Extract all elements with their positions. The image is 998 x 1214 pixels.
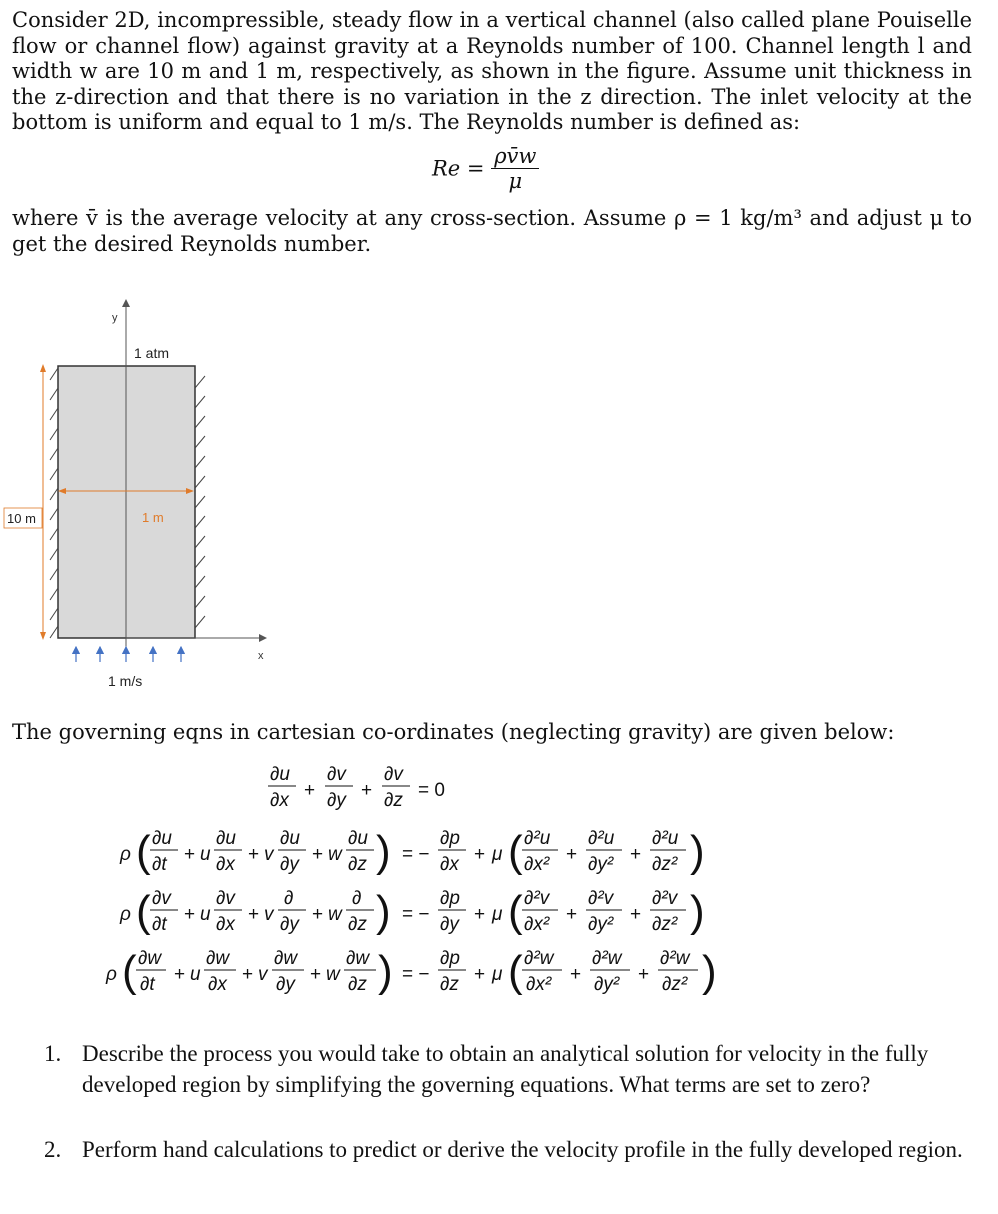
svg-text:∂z: ∂z	[384, 790, 403, 811]
svg-text:+: +	[630, 844, 642, 865]
svg-text:μ: μ	[492, 964, 503, 985]
svg-text:∂²v: ∂²v	[652, 888, 678, 909]
svg-text:∂y: ∂y	[276, 974, 295, 995]
svg-text:v: v	[264, 844, 274, 865]
y-axis-label: y	[112, 312, 118, 324]
z-momentum-equation	[105, 947, 717, 996]
svg-text:∂w: ∂w	[138, 948, 162, 969]
svg-text:(: (	[136, 887, 151, 936]
svg-text:μ: μ	[492, 844, 503, 865]
svg-text:μ: μ	[492, 904, 503, 925]
svg-text:∂z²: ∂z²	[652, 914, 678, 935]
x-axis-label: x	[258, 650, 264, 662]
question-2-text: Perform hand calculations to predict or derive the velocity profile in the fully developed region.	[82, 1137, 963, 1162]
svg-text:∂p: ∂p	[440, 888, 460, 909]
svg-text:∂x: ∂x	[216, 854, 235, 875]
svg-text:∂: ∂	[352, 888, 362, 909]
svg-text:∂x: ∂x	[216, 914, 235, 935]
outlet-pressure-label: 1 atm	[134, 345, 170, 361]
svg-text:u: u	[190, 964, 201, 985]
svg-text:∂x²: ∂x²	[524, 914, 550, 935]
reynolds-numerator: ρv̄w	[491, 144, 539, 169]
governing-equations	[100, 760, 760, 1000]
svg-text:+: +	[361, 780, 373, 801]
reynolds-lhs: Re =	[432, 156, 485, 181]
svg-text:∂t: ∂t	[152, 914, 167, 935]
svg-text:+: +	[248, 844, 260, 865]
svg-text:u: u	[200, 844, 211, 865]
svg-text:w: w	[326, 964, 340, 985]
svg-text:∂u: ∂u	[152, 828, 172, 849]
question-1	[44, 1038, 984, 1134]
svg-text:∂y²: ∂y²	[588, 854, 614, 875]
svg-text:+: +	[184, 844, 196, 865]
svg-text:+: +	[570, 964, 582, 985]
inlet-velocity-arrows	[76, 647, 181, 662]
svg-text:+: +	[566, 844, 578, 865]
svg-text:+: +	[312, 904, 324, 925]
svg-text:∂y²: ∂y²	[588, 914, 614, 935]
svg-text:∂²u: ∂²u	[588, 828, 615, 849]
governing-intro: The governing eqns in cartesian co-ordinates (neglecting gravity) are given below:	[12, 720, 895, 744]
svg-text:): )	[690, 887, 705, 936]
svg-text:∂²w: ∂²w	[524, 948, 554, 969]
svg-text:∂t: ∂t	[140, 974, 155, 995]
svg-text:+: +	[304, 780, 316, 801]
question-1-text: Describe the process you would take to obtain an analytical solution for velocity in the fully developed region by simplifying the governing equations. What terms are set to zero?	[82, 1041, 929, 1097]
svg-text:∂u: ∂u	[348, 828, 368, 849]
svg-text:∂z: ∂z	[348, 974, 367, 995]
svg-text:∂u: ∂u	[280, 828, 300, 849]
svg-text:): )	[376, 887, 391, 936]
svg-text:+: +	[174, 964, 186, 985]
svg-text:∂z: ∂z	[348, 854, 367, 875]
svg-text:∂w: ∂w	[274, 948, 298, 969]
svg-text:∂x: ∂x	[270, 790, 289, 811]
svg-text:∂z: ∂z	[348, 914, 367, 935]
svg-text:): )	[378, 947, 393, 996]
svg-text:∂y: ∂y	[280, 854, 299, 875]
width-label: 1 m	[142, 510, 164, 525]
svg-text:∂w: ∂w	[206, 948, 230, 969]
svg-text:∂u: ∂u	[270, 764, 290, 785]
problem-intro: Consider 2D, incompressible, steady flow in a vertical channel (also called plane Pouiselle flow or channel flow) against gravity at a Reynolds number of 100. Channel length l and width w are 10 m and 1 m, respectively, as shown in the figure. Assume unit thickness in the z-direction and that there is no variation in the z direction. The inlet velocity at the bottom is uniform and equal to 1 m/s. The Reynolds number is defined as:	[12, 8, 972, 135]
channel-figure	[0, 290, 300, 700]
density-note: where v̄ is the average velocity at any cross-section. Assume ρ = 1 kg/m³ and adjust μ to get the desired Reynolds number.	[12, 206, 972, 256]
svg-text:w: w	[328, 844, 342, 865]
svg-text:∂x²: ∂x²	[524, 854, 550, 875]
svg-text:∂z: ∂z	[440, 974, 459, 995]
length-label: 10 m	[7, 511, 36, 526]
inlet-velocity-label: 1 m/s	[108, 673, 143, 689]
svg-text:(: (	[122, 947, 137, 996]
x-momentum-equation	[119, 827, 705, 876]
svg-text:= 0: = 0	[418, 780, 445, 801]
svg-text:∂²v: ∂²v	[588, 888, 614, 909]
svg-text:∂v: ∂v	[384, 764, 403, 785]
svg-text:): )	[376, 827, 391, 876]
continuity-equation	[268, 764, 445, 811]
svg-text:∂²w: ∂²w	[660, 948, 690, 969]
reynolds-denominator: μ	[508, 169, 523, 193]
svg-text:+: +	[474, 844, 486, 865]
right-wall-hatching	[195, 376, 205, 628]
svg-text:∂y: ∂y	[327, 790, 346, 811]
svg-text:∂²u: ∂²u	[652, 828, 679, 849]
svg-text:∂w: ∂w	[346, 948, 370, 969]
svg-text:∂y²: ∂y²	[594, 974, 620, 995]
question-2-number: 2.	[44, 1137, 62, 1162]
svg-text:+: +	[630, 904, 642, 925]
svg-text:+: +	[474, 904, 486, 925]
svg-text:∂u: ∂u	[216, 828, 236, 849]
svg-text:∂p: ∂p	[440, 948, 460, 969]
svg-text:(: (	[508, 827, 523, 876]
svg-text:∂v: ∂v	[216, 888, 235, 909]
question-2	[44, 1134, 984, 1200]
question-1-number: 1.	[44, 1041, 62, 1066]
svg-text:+: +	[474, 964, 486, 985]
svg-text:∂²u: ∂²u	[524, 828, 551, 849]
svg-text:u: u	[200, 904, 211, 925]
svg-text:+: +	[248, 904, 260, 925]
svg-text:∂x: ∂x	[208, 974, 227, 995]
svg-text:ρ: ρ	[106, 964, 117, 985]
svg-text:): )	[690, 827, 705, 876]
left-wall-hatching	[50, 368, 58, 638]
svg-text:∂v: ∂v	[152, 888, 171, 909]
svg-text:∂z²: ∂z²	[662, 974, 688, 995]
svg-text:∂v: ∂v	[327, 764, 346, 785]
svg-text:+: +	[184, 904, 196, 925]
svg-text:(: (	[508, 947, 523, 996]
y-momentum-equation	[119, 887, 705, 936]
svg-text:w: w	[328, 904, 342, 925]
svg-text:∂: ∂	[284, 888, 294, 909]
svg-text:∂²v: ∂²v	[524, 888, 550, 909]
svg-text:ρ: ρ	[120, 904, 131, 925]
svg-text:∂y: ∂y	[440, 914, 459, 935]
svg-text:+: +	[566, 904, 578, 925]
svg-text:v: v	[258, 964, 268, 985]
svg-text:+: +	[638, 964, 650, 985]
svg-text:= −: = −	[402, 964, 430, 985]
svg-text:∂x²: ∂x²	[526, 974, 552, 995]
svg-text:∂x: ∂x	[440, 854, 459, 875]
svg-text:∂z²: ∂z²	[652, 854, 678, 875]
reynolds-equation	[432, 144, 539, 193]
svg-text:+: +	[312, 844, 324, 865]
svg-text:+: +	[242, 964, 254, 985]
svg-text:∂t: ∂t	[152, 854, 167, 875]
svg-text:+: +	[310, 964, 322, 985]
svg-text:v: v	[264, 904, 274, 925]
svg-text:∂²w: ∂²w	[592, 948, 622, 969]
svg-text:= −: = −	[402, 904, 430, 925]
svg-text:∂y: ∂y	[280, 914, 299, 935]
svg-text:): )	[702, 947, 717, 996]
svg-text:ρ: ρ	[120, 844, 131, 865]
svg-text:(: (	[136, 827, 151, 876]
svg-text:= −: = −	[402, 844, 430, 865]
svg-text:(: (	[508, 887, 523, 936]
svg-text:∂p: ∂p	[440, 828, 460, 849]
